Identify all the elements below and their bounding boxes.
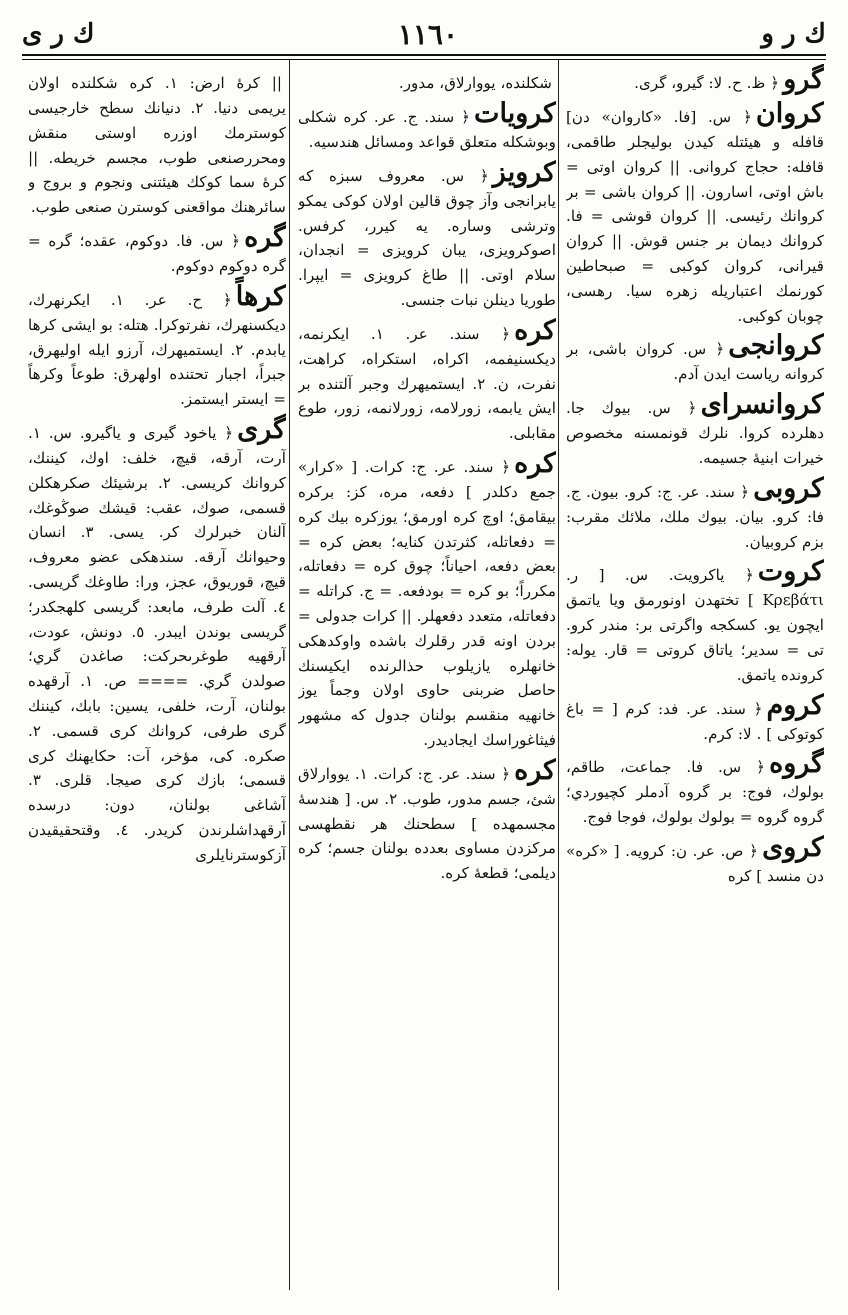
entry-definition: ﴿ سند. عر. ج: كرات. ١. يووارلاق شئ، جسم مدور، طوب. ٢. س. [ هندسهٔ مجسمهده ] سطحنك هر نقطهسى مركزدن مساوى بعدده بولنان جسم؛ كره ديلمى؛ قطعهٔ كره.	[298, 764, 556, 883]
entry-definition: ﴿ س. معروف سبزه كه يابرانجى وآز چوق قالين اولان كوكى يمكو وترشى وساره. يه كيرر، كرفس. اصوكرويزى، يبان كرويزى = انجدان، سلام اوتى. || طاغ كرويزى = ايپرا. طوريا دينلن نبات جنسى.	[298, 166, 556, 309]
entry-definition: ﴿ س. كروان باشى، بر كروانه رياست ايدن آدم.	[566, 340, 824, 384]
dictionary-entry	[566, 690, 824, 747]
column-left	[28, 64, 286, 1289]
dictionary-entry	[298, 157, 556, 313]
entry-headword: گرو	[783, 64, 824, 95]
header-rule-thin	[22, 59, 826, 60]
entry-definition: ﴿ ظ. ح. ﻻ: گيرو، گرى.	[634, 74, 780, 92]
dictionary-entry	[566, 330, 824, 387]
entry-definition: ﴿ سند. عر. فد: كرم [ = باغ كوتوكى ] . ﻻ: كرم.	[566, 699, 824, 743]
entry-definition: ﴿ س. فا. جماعت، طاقم، بولوك، فوج: بر گروه آدملر كچيوردي؛ گروه گروه = بولوك بولوك، فوجا فوج.	[566, 758, 824, 827]
entry-headword: كروان	[755, 98, 824, 129]
dictionary-entry	[298, 98, 556, 155]
entry-definition: ﴿ سند. ج. عر. كره شكلى وبوشكله متعلق قواعد ومسائل هندسيه.	[298, 108, 556, 151]
entry-definition: شكلنده، يووارلاق، مدور.	[398, 74, 552, 92]
entry-definition: ﴿ ح. عر. ١. ايكرنهرك، ديكسنهرك، نفرتوكرا. هتله: بو ايشى كرها يابدم. ٢. ايستميهرك، آرزو ايله اوليهرق، جبراً، اجبار تحتنده اولهرق: طوعاً وكرهاً = ايستر ايستمز.	[28, 290, 286, 409]
page-header	[22, 14, 826, 54]
column-divider	[289, 60, 290, 1290]
entry-headword: كره	[514, 447, 556, 479]
entry-definition: ﴿ سند. عر. ج: كرو. بيون. ج. فا: كرو. بيان. بيوك ملك، ملائك مقرب: بزم كروبيان.	[566, 482, 824, 551]
column-right	[566, 64, 824, 1289]
entry-definition: ﴿ سند. عر. ١. ايكرنمه، ديكسنيفمه، اكراه، استكراه، كراهت، نفرت، ن. ٢. ايستميهرك وجبر آلتنده بر ايش يابمه، زورلامه، زورلانمه، زور، طوع مقابلى.	[298, 324, 556, 443]
entry-headword: كره	[514, 754, 556, 786]
entry-headword: گره	[244, 221, 286, 253]
entry-headword: كروى	[762, 831, 824, 863]
entry-headword: كروانسراى	[700, 389, 824, 421]
dictionary-entry	[28, 281, 286, 412]
column-middle	[298, 64, 556, 1289]
entry-headword: كرويات	[474, 98, 556, 129]
dictionary-entry	[28, 222, 286, 279]
dictionary-entry	[298, 315, 556, 446]
entry-headword: كروانجى	[728, 330, 824, 362]
entry-headword: كروبى	[753, 472, 824, 504]
entry-headword: كروت	[757, 556, 824, 588]
entry-headword: كره	[514, 314, 556, 346]
entry-headword: كرويز	[492, 156, 556, 188]
entry-definition: ﴿ ص. عر. ن: كرويه. [ «كره» دن منسد ] كره	[566, 841, 824, 885]
entry-definition: ﴿ سند. عر. ج: كرات. [ «كرار» جمع دكلدر ] دفعه، مره، كز: بركره بيقامق؛ اوچ كره اورمق؛ يوزكره بيك كره = دفعاتله، كثرتدن كنايه؛ بعض كره = بعض دفعه، احياناً؛ چوق كره = دفعاتله، مكرراً؛ بو كره = بودفعه. = ج. كراتله = دفعاتله، متعدد دفعهلر. || كرات جدولى = بردن اونه قدر رقلرك باشده واوكدهكى خانهلره يازيلوب حذالرنده ايكيسنك حاصل ضربنى حاوى اولان وجماً يوز خانهيه منقسم بولنان جدول كه مشهور فيثاغوراسك ايجاديدر.	[298, 457, 556, 749]
dictionary-entry	[28, 64, 286, 220]
dictionary-entry	[566, 832, 824, 889]
header-left-word: ك ر ى	[22, 19, 95, 49]
column-divider	[558, 60, 559, 1290]
dictionary-entry	[566, 98, 824, 328]
dictionary-entry	[566, 748, 824, 830]
header-rule	[22, 54, 826, 56]
dictionary-entry	[298, 448, 556, 753]
header-right-word: ك ر و	[761, 19, 826, 49]
entry-definition: ﴿ ياخود گيرى و ياگيرو. س. ١. آرت، آرقه، قيچ، خلف: اوك، كيننك، كروانك كريسى. ٢. برشيئك صكرهكلن قسمى، صوك، عقب: قيشك صوڭوغك، آلنان خبرلرك كر. يسى. ٣. انسان وحيوانك آرقه. سندهكى عضو معروف، قيچ، قوريوق، عجز، ورا: طاوغك گريسى. ٤. آلت طرف، مابعد: گريسى كلهجكدر؛ گريسى بوندن ايبدر. ٥. دونش، عودت، آرقهيه طوغرىحركت: صاغدن گري؛ صولدن گري. ==== ص. ١. آرقهده بولنان، آرت، خلفى، يسين: بابك، كيننك گرى طرفى، كروانك كرى قسمى. ٢. صكره. كى، مؤخر، آت: حكايهنك كرى قسمى؛ بازك كرى صيجا. قلرى. ٣. آشاغى بولنان، دون: درسده آرقهداشلرندن كريدر. ٤. وقتحقيقيدن آزكوسترنايلرى	[28, 423, 286, 864]
entry-definition: ﴿ س. [فا. «كاروان» دن] قافله و هيئتله كيدن بوليجلر طاقمى، قافله: حجاج كروانى. || كروان اوتى = باش اوتى، اسارون. || كروان باشى = بر كروانك رئيسى. || كروان قوشى = فا. كروانك ديمان بر جنس قوش. || كروان قيرانى، كروان كوكبى = صبحاطين كورنمك اعتباريله زهره سيا. رهسى، چوبان كوكبى.	[566, 108, 824, 325]
entry-headword: كروم	[766, 689, 824, 721]
entry-definition: ﴿ س. فا. دوكوم، عقده؛ گره = گره دوكوم دوكوم.	[28, 231, 286, 275]
dictionary-entry	[28, 414, 286, 868]
entry-headword: گرى	[237, 413, 286, 445]
entry-definition: || كرهٔ ارض: ١. كره شكلنده اولان يريمى دنيا. ٢. دنيانك سطح خارجيسى كوسترمك اوزره اوستى منقش ومحررصنعى طوب، مجسم خريطه. || كرهٔ سما كوكك هيئتنى ونجوم و بروج و سائرهنك مواقعنى كوسترن صنعى طوب.	[28, 74, 286, 217]
dictionary-entry	[298, 755, 556, 886]
dictionary-entry	[566, 556, 824, 687]
entry-definition: ﴿ س. بيوك جا. دهلرده كروا. نلرك قونمسنه مخصوص خيرات ابنيهٔ جسيمه.	[566, 399, 824, 467]
dictionary-entry	[566, 64, 824, 96]
dictionary-entry	[566, 389, 824, 471]
page-number: ١١٦٠	[397, 17, 458, 51]
entry-headword: گروه	[769, 748, 824, 780]
entry-definition: ﴿ ياكرويت. س. [ ر. Κρεβάτι ] تختهدن اونورمق ويا ياتمق ايچون يو. كسكجه واگرتى بر: مندر كرو. تى = سدير؛ ياتاق كروتى = قار. يوله: كرونده ياتمق.	[566, 566, 824, 684]
dictionary-entry	[566, 473, 824, 555]
entry-headword: كرهاً	[235, 280, 286, 312]
dictionary-entry	[298, 64, 556, 96]
